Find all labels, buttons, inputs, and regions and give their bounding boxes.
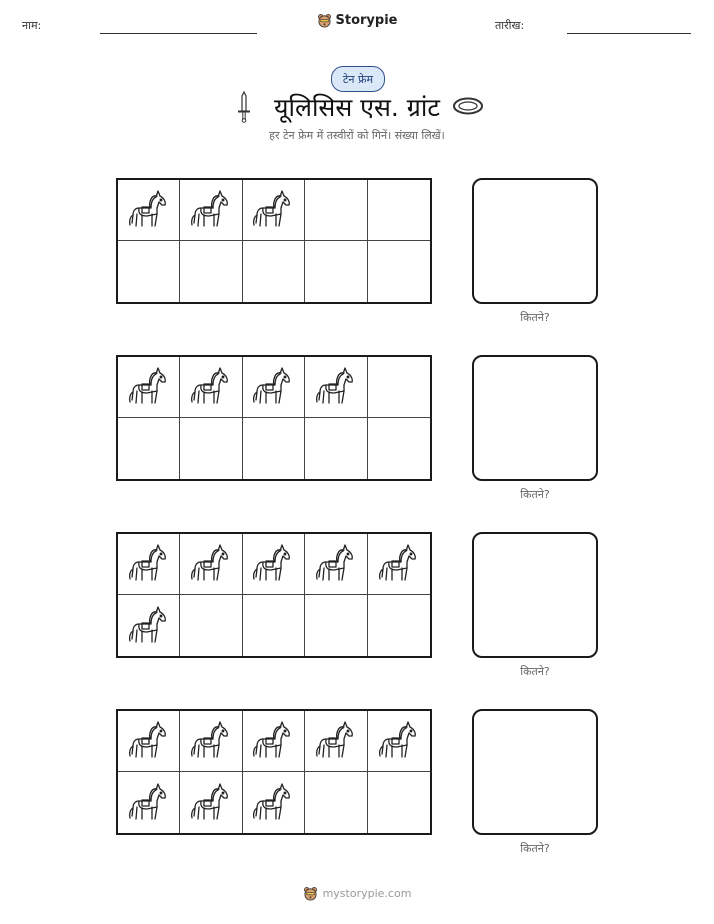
answer-box-2[interactable] [472, 355, 598, 481]
frame-cell [368, 357, 430, 418]
horse-icon [251, 365, 295, 409]
frame-cell [305, 357, 367, 418]
horse-icon [189, 365, 233, 409]
frame-cell [305, 772, 367, 833]
frame-cell [118, 418, 180, 479]
frame-cell [305, 241, 367, 302]
frame-cell [180, 534, 242, 595]
frame-cell [243, 595, 305, 656]
topic-badge: टेन फ्रेम [331, 66, 385, 92]
frame-cell [118, 357, 180, 418]
frame-cell [118, 595, 180, 656]
frame-cell [368, 772, 430, 833]
horse-icon [377, 542, 421, 586]
frame-cell [180, 418, 242, 479]
horse-icon [127, 365, 171, 409]
horse-icon [377, 719, 421, 763]
horse-icon [127, 781, 171, 825]
date-line[interactable] [567, 33, 691, 34]
horse-icon [251, 188, 295, 232]
answer-label-2: कितने? [520, 488, 550, 501]
frame-cell [118, 772, 180, 833]
horse-icon [127, 188, 171, 232]
frame-cell [243, 241, 305, 302]
horse-icon [189, 188, 233, 232]
frame-cell [118, 534, 180, 595]
ten-frame-3 [116, 532, 432, 658]
brand-logo [0, 13, 714, 32]
frame-cell [305, 595, 367, 656]
brand-name: Storypie [335, 13, 398, 28]
frame-cell [243, 711, 305, 772]
footer [0, 886, 714, 905]
horse-icon [127, 542, 171, 586]
horse-icon [314, 542, 358, 586]
ten-frame-2 [116, 355, 432, 481]
frame-cell [118, 241, 180, 302]
frame-cell [305, 180, 367, 241]
frame-cell [305, 711, 367, 772]
frame-cell [180, 711, 242, 772]
frame-cell [118, 180, 180, 241]
instructions: हर टेन फ्रेम में तस्वीरों को गिनें। संख्या लिखें। [269, 129, 445, 142]
frame-cell [243, 180, 305, 241]
frame-cell [368, 418, 430, 479]
ten-frame-4 [116, 709, 432, 835]
frame-cell [180, 357, 242, 418]
footer-url: mystorypie.com [322, 887, 412, 900]
answer-label-4: कितने? [520, 842, 550, 855]
frame-cell [243, 772, 305, 833]
frame-cell [368, 241, 430, 302]
ten-frame-1 [116, 178, 432, 304]
name-line[interactable] [100, 33, 257, 34]
answer-label-1: कितने? [520, 311, 550, 324]
frame-cell [180, 595, 242, 656]
date-label: तारीख: [495, 19, 525, 32]
answer-box-4[interactable] [472, 709, 598, 835]
name-label: नाम: [22, 19, 42, 32]
horse-icon [189, 719, 233, 763]
page-title: यूलिसिस एस. ग्रांट [274, 93, 440, 122]
frame-cell [305, 418, 367, 479]
frame-cell [305, 534, 367, 595]
horse-icon [189, 781, 233, 825]
answer-box-1[interactable] [472, 178, 598, 304]
frame-cell [243, 534, 305, 595]
horse-icon [251, 781, 295, 825]
frame-cell [368, 711, 430, 772]
answer-box-3[interactable] [472, 532, 598, 658]
frame-cell [368, 534, 430, 595]
horse-icon [314, 365, 358, 409]
frame-cell [180, 180, 242, 241]
ring-icon [452, 96, 484, 116]
horse-icon [251, 719, 295, 763]
bear-mascot-icon [317, 13, 332, 28]
horse-icon [251, 542, 295, 586]
horse-icon [127, 719, 171, 763]
frame-cell [243, 357, 305, 418]
frame-cell [118, 711, 180, 772]
horse-icon [127, 604, 171, 648]
frame-cell [180, 772, 242, 833]
horse-icon [189, 542, 233, 586]
horse-icon [314, 719, 358, 763]
frame-cell [243, 418, 305, 479]
answer-label-3: कितने? [520, 665, 550, 678]
frame-cell [180, 241, 242, 302]
bear-mascot-icon [303, 886, 318, 901]
frame-cell [368, 595, 430, 656]
frame-cell [368, 180, 430, 241]
